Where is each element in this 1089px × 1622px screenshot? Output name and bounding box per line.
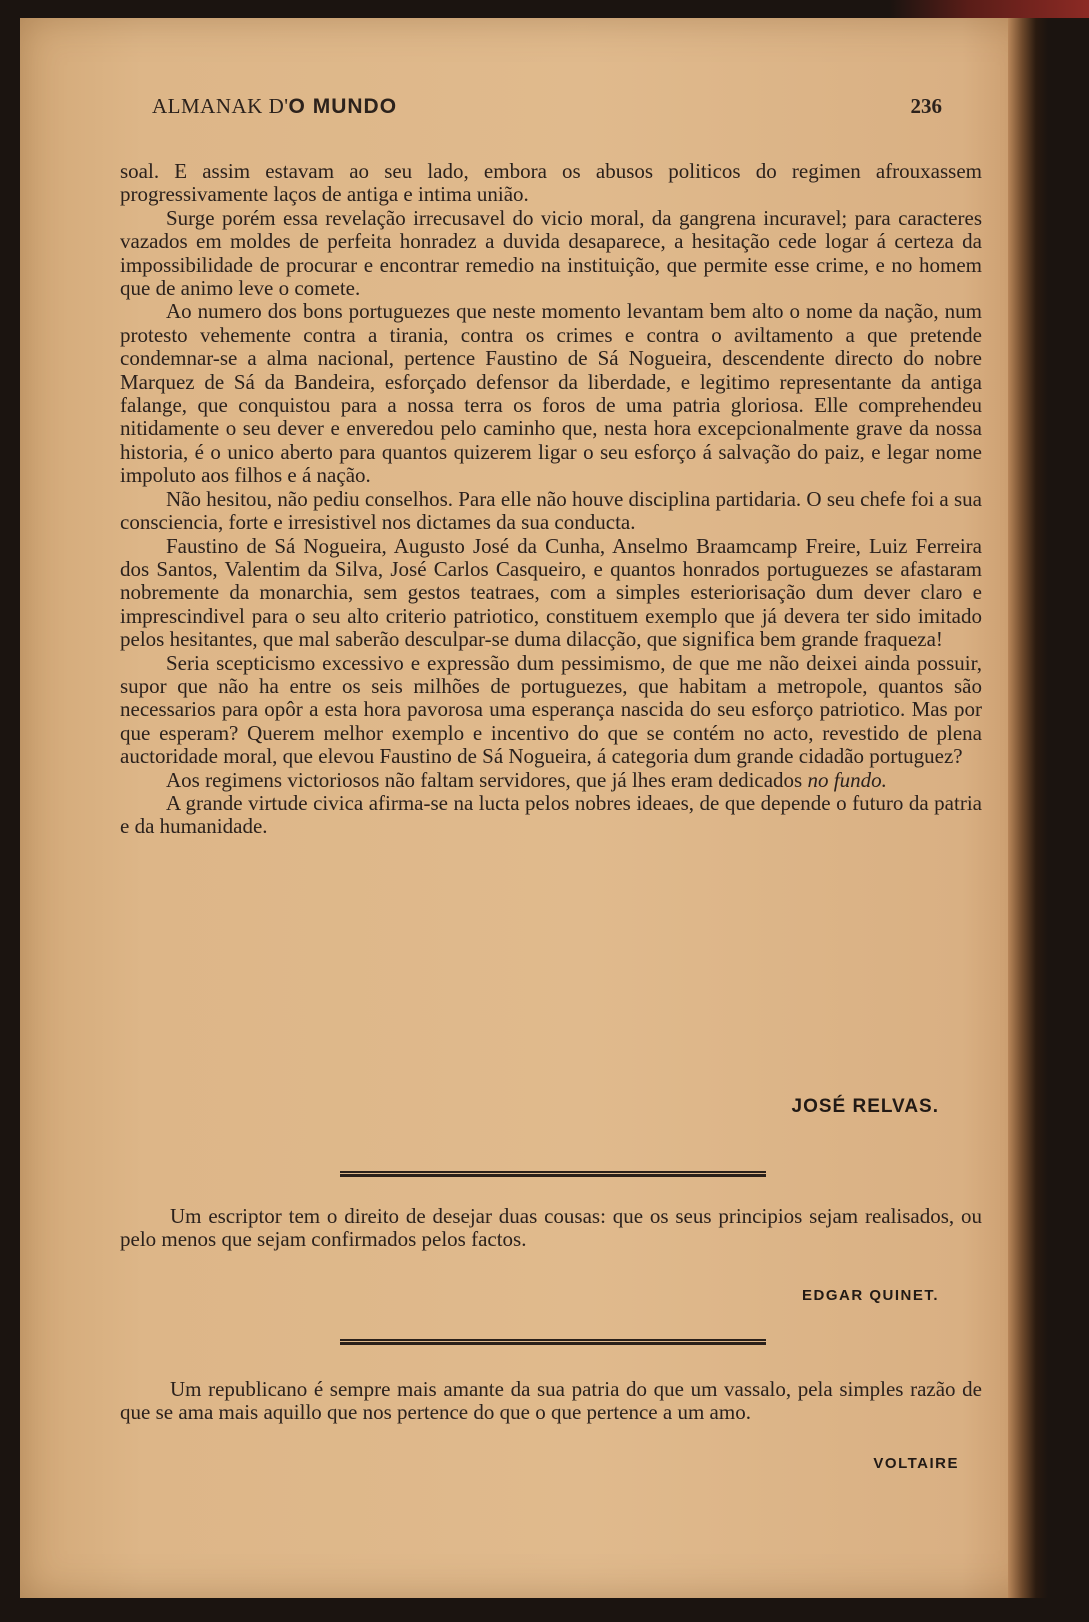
paragraph: soal. E assim estavam ao seu lado, embora os abusos politicos do regimen afrouxassem progressivamente laços de antiga e intima união. [120,159,982,207]
paragraph [120,769,982,792]
quote-text: Um republicano é sempre mais amante da sua patria do que um vassalo, pela simples razão de que se ama mais aquillo que nos pertence do que o que pertence a um amo. [120,1377,982,1425]
quote-block [120,1378,982,1425]
paragraph: A grande virtude civica afirma-se na lucta pelos nobres ideaes, de que depende o futuro da patria e da humanidade. [120,790,982,839]
paragraph: Ao numero dos bons portuguezes que neste momento levantam bem alto o nome da nação, num protesto vehemente contra a tirania, contra os crimes e contra o aviltamento a que pretende condemnar-se a alma nacional, pertence Faustino de Sá Nogueira, descendente directo do nobre Marquez de Sá da Bandeira, esforçado defensor da liberdade, e legitimo representante da antiga falange, que conquistou para a nossa terra os foros de uma patria gloriosa. Elle comprehendeu nitidamente o seu dever e enveredou pelo caminho que, nesta hora excepcionalmente grave da nossa historia, é o unico aberto para quantos quizerem ligar o seu esforço á salvação do paiz, e legar nome impoluto aos filhos e á nação. [120,299,982,488]
quote-block [120,1205,982,1252]
running-header [152,94,942,124]
paragraph: Faustino de Sá Nogueira, Augusto José da Cunha, Anselmo Braamcamp Freire, Luiz Ferreira dos Santos, Valentim da Silva, José Carlos Casqueiro, e quantos honrados portuguezes se afastaram nobremente da monarchia, sem gestos teatraes, com a simples esteriorisação dum dever claro e imprescindivel para o seu alto criterio patriotico, constituem exemplo que já devera ter sido imitado pelos hesitantes, que mal saberão desculpar-se duma dilacção, que significa bem grande fraqueza! [120,533,982,652]
paragraph-text: Aos regimens victoriosos não faltam servidores, que já lhes eram dedicados [166,767,808,792]
book-spine [1008,18,1048,1598]
article-signature: JOSÉ RELVAS. [791,1096,939,1117]
page-number: 236 [910,94,942,118]
paragraph: Surge porém essa revelação irrecusavel do vicio moral, da gangrena incuravel; para caracteres vazados em moldes de perfeita honradez a duvida desaparece, a hesitação cede logar á certeza da impossibilidade de procurar e encontrar remedio na instituição, que permite esse crime, e no homem que de animo leve o comete. [120,205,982,301]
cover-edge [889,0,1089,18]
title-plain: ALMANAK D' [152,94,289,118]
quote-text: Um escriptor tem o direito de desejar duas cousas: que os seus principios sejam realisados, ou pelo menos que sejam confirmados pelos factos. [120,1204,982,1252]
quote-author: EDGAR QUINET. [801,1287,939,1304]
quote-author: VOLTAIRE [873,1455,959,1472]
paragraph: Seria scepticismo excessivo e expressão dum pessimismo, de que me não deixei ainda possuir, supor que não ha entre os seis milhões de portuguezes, que habitam a metropole, quantos são necessarios para opôr a esta hora pavorosa uma esperança nascida do seu esforço patriotico. Mas por que esperam? Querem melhor exemplo e incentivo do que se contém no acto, revestido de plena auctoridade moral, que elevou Faustino de Sá Nogueira, á categoria dum grande cidadão portuguez? [120,650,982,769]
almanac-title [152,94,397,119]
article-body [120,160,982,839]
divider [340,1339,766,1345]
paragraph: Não hesitou, não pediu conselhos. Para elle não houve disciplina partidaria. O seu chefe foi a sua consciencia, forte e irresistivel nos dictames da sua conducta. [120,486,982,535]
italic-phrase: no fundo. [807,767,887,792]
title-bold: O MUNDO [288,95,398,118]
divider [340,1171,766,1177]
